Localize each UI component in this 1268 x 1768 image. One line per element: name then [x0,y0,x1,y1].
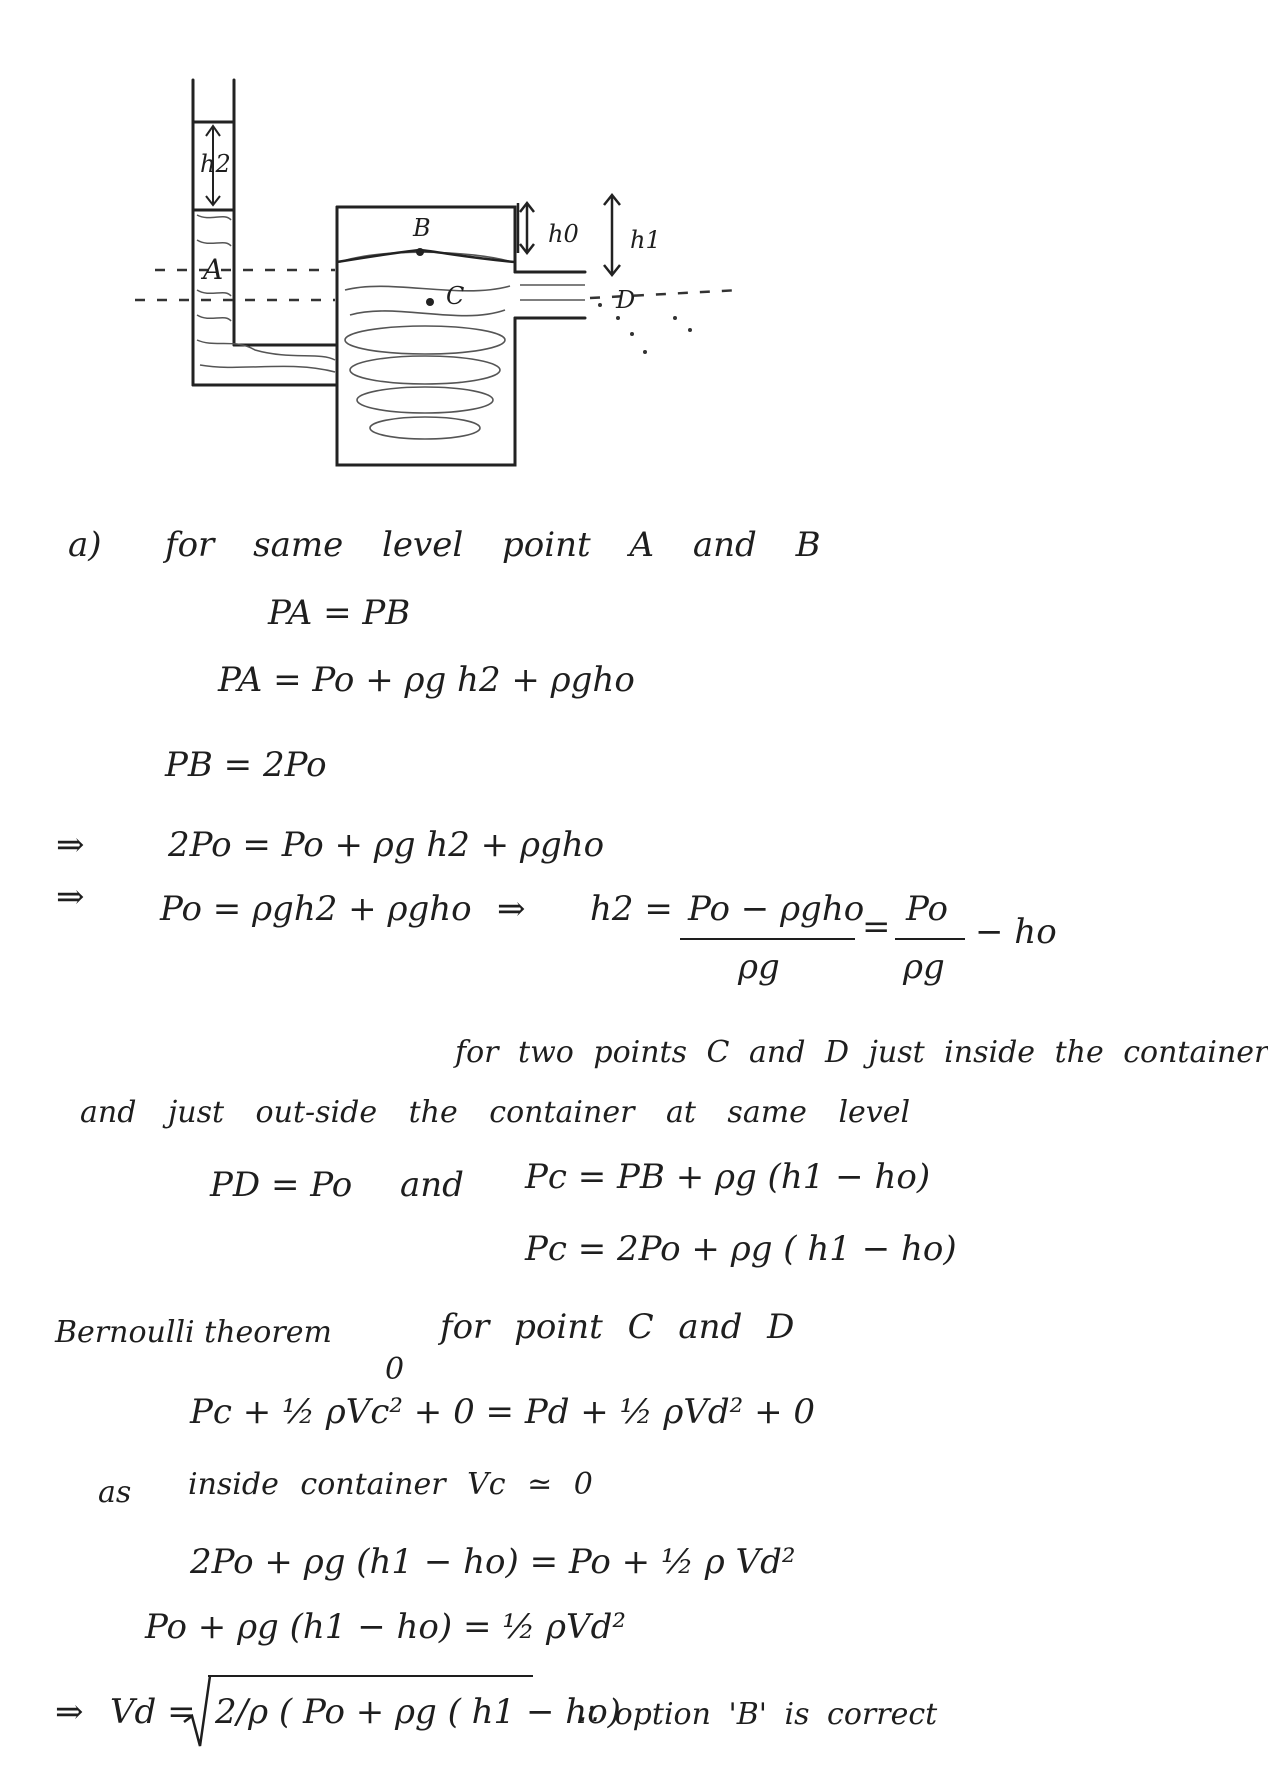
eq-h2-lhs: h2 = [590,889,673,929]
bernoulli-eq: Pc + ½ ρVc² + 0 = Pd + ½ ρVd² + 0 [190,1392,816,1432]
implies-arrow-1: ⇒ [56,825,85,865]
eq-2po: 2Po = Po + ρg h2 + ρgho [168,825,605,865]
vd-lhs: Vd = [110,1692,196,1732]
label-h1: h1 [630,226,661,254]
frac1-denominator: ρg [738,947,780,987]
frac2-numerator: Po [906,889,948,929]
apparatus-diagram [0,0,1113,520]
label-point-b: B [413,214,431,242]
frac2-denominator: ρg [903,947,945,987]
zero-mark: 0 [385,1352,405,1387]
point-c-dot [426,298,434,306]
vc-note: inside container Vc ≃ 0 [188,1467,593,1502]
eq-pc-pb: Pc = PB + ρg (h1 − ho) [525,1157,931,1197]
label-point-d: D [616,286,636,314]
eq-pd: PD = Po [210,1165,353,1205]
implies-arrow-3: ⇒ [497,889,526,929]
sqrt-bar [208,1675,533,1677]
eq-and: and [400,1165,464,1205]
implies-arrow-final: ⇒ [55,1692,84,1732]
part-a-heading: for same level point A and B [165,525,821,565]
conclusion: ∴ option 'B' is correct [578,1697,938,1732]
frac1-bar [680,938,855,940]
eq-pc-2po: Pc = 2Po + ρg ( h1 − ho) [525,1229,957,1269]
as-word: as [98,1475,132,1510]
eq-pa-pb: PA = PB [268,593,411,633]
container-outline [337,207,515,465]
bernoulli-heading: Bernoulli theorem [55,1315,332,1350]
frac-tail: − ho [975,912,1057,952]
part-a-marker: a) [68,525,102,565]
eq-pb: PB = 2Po [165,745,327,785]
label-point-a: A [203,253,224,286]
label-point-c: C [446,282,465,310]
frac1-numerator: Po − ρgho [688,889,865,929]
frac2-bar [895,938,965,940]
frac-equals: = [862,907,891,947]
bernoulli-eq-2: 2Po + ρg (h1 − ho) = Po + ½ ρ Vd² [190,1542,796,1582]
vd-radicand: 2/ρ ( Po + ρg ( h1 − ho) [215,1692,621,1732]
sqrt-sign [182,1672,212,1752]
label-h0: h0 [548,220,579,248]
bernoulli-points: for point C and D [440,1307,795,1347]
implies-arrow-2: ⇒ [56,877,85,917]
level-line-d [590,290,740,298]
bernoulli-eq-3: Po + ρg (h1 − ho) = ½ ρVd² [145,1607,626,1647]
eq-po: Po = ρgh2 + ρgho [160,889,472,929]
points-cd-line1: for two points C and D just inside the container [455,1035,1268,1070]
eq-pa-expand: PA = Po + ρg h2 + ρgho [218,660,635,700]
point-b-dot [416,248,424,256]
label-h2: h2 [200,150,231,178]
points-cd-line2: and just out-side the container at same level [80,1095,911,1130]
